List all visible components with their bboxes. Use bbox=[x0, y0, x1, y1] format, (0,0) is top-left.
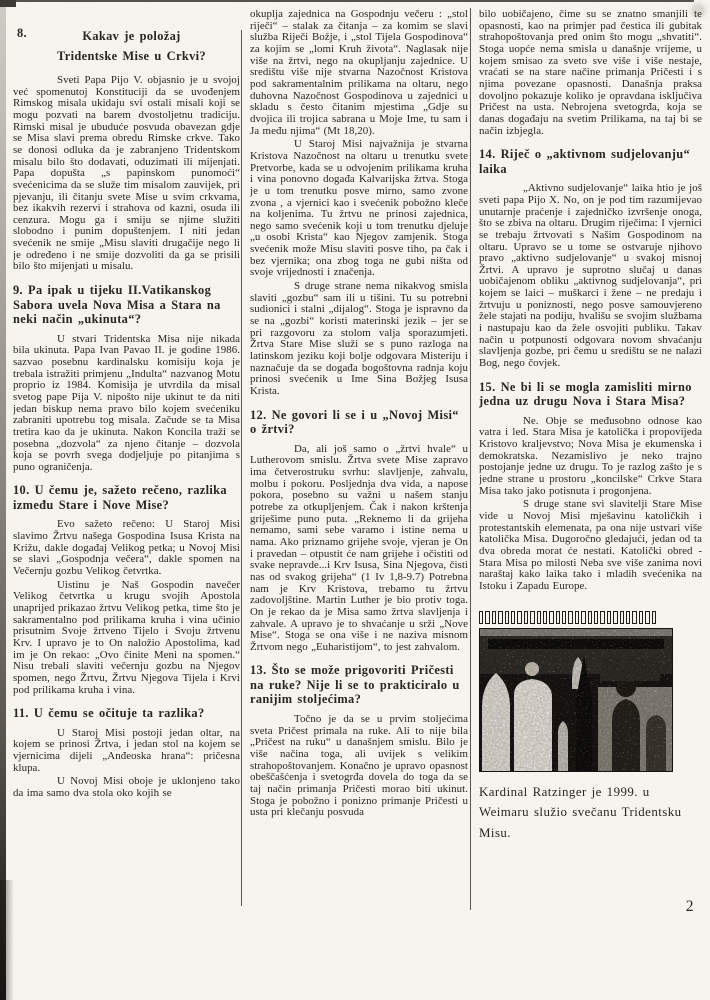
text-column-1 bbox=[13, 26, 240, 992]
paragraph: Ne. Obje se međusobno odnose kao vatra i led. Stara Misa je katolička i propovijeda Kristovo kraljevstvo; Nova Misa je ekumenska i demokratska. Nezamislivo je neko trajno postojanje jedne uz drugu. To je razlog zašto je s jedne strane u prostoru „koncilske“ Crkve Stara Misa tako jako potisnuta i progonjena. bbox=[479, 414, 702, 497]
ornament-cell-icon bbox=[632, 611, 636, 624]
ornament-cell-icon bbox=[626, 611, 630, 624]
paragraph: S druge strane nema nikakvog smisla slaviti „gozbu“ sam ili u tišini. Tu su potrebni sudionici i stalni „dijalog“. Stoga je ispravno da se na „gozbi“ koristi materinski jezik – jer se pri razgovoru za stolom valja sporazumjeti. Žrtva Stare Mise služi se s puno razloga na latinskom jeziku koji bolje odgovara Misteriju i naznačuje da se događa bogoštovna radnja koju prinosi svećenik u Ime Sina Božjeg Isusa Krista. bbox=[250, 280, 468, 397]
paragraph: Sveti Papa Pijo V. objasnio je u svojoj već spomenutoj Konstituciji da se uvođenjem Rimskog misala ukidaju svi ostali misali koji se mogu pozvati na barem dvostoljetnu tradiciju. Rimski misal je ubuduće posvuda obavezan gdje se Misa slavi prema obredu Rimske crkve. Tako se donosi odluka da je zabranjeno Tridentskom misalu bilo što dodavati, oduzimati ili mijenjati. Papa dopušta „s papinskom punomoći“ svećenicima da se služe tim misalom zauvijek, pri pjevanju, ili čitanju svete Mise u svim crkvama, bez ikakvih rezervi i strahova od kazni, osuda ili cenzura. Mogu ga i smiju se njime služiti slobodno i punim dopuštenjem. I niti jedan svećenik ne smije „Misu slaviti drugačije nego li je određeno i ne smije dozvoliti da ga se prisili bilo što mijenjati u misalu. bbox=[13, 73, 240, 273]
photo-caption: Kardinal Ratzinger je 1999. u Weimaru služio svečanu Tridentsku Misu. bbox=[479, 784, 682, 840]
question-heading: 12. Ne govori li se i u „Novoj Misi“ o žrtvi? bbox=[250, 407, 459, 437]
heading-line: Kakav je položaj bbox=[82, 29, 181, 43]
question-heading: 15. Ne bi li se mogla zamisliti mirno jedna uz drugu Nova i Stara Misa? bbox=[479, 379, 692, 409]
question-heading: 10. U čemu je, sažeto rečeno, razlika između Stare i Nove Mise? bbox=[13, 483, 227, 512]
question-heading: 13. Što se može prigovoriti Pričesti na ruke? Nije li se to prakticiralo u ranijim stoljećima? bbox=[250, 663, 460, 707]
paragraph: okuplja zajednica na Gospodnju večeru : „stol riječi“ – stalak za čitanja – za komim se slavi služba Riječi Božje, i „stol Tijela Gospodinova“ za kojim se „lomi Kruh života“. Naglasak nije više na žrtvi, nego na okupljanju zajednice. U središtu više nije stvarna Nazočnost Kristova pod sakramentalnim prilikama na oltaru, nego duhovna Nazočnost Gospodinova u zajednici u skladu s često čitanim mjestima „Gdje su dvojica ili trojica sabrana u Moje Ime, tu sam i Ja među njima“ (Mt 18,20). bbox=[250, 9, 468, 137]
ornament-cell-icon bbox=[498, 611, 502, 624]
ornament-cell-icon bbox=[607, 611, 611, 624]
column-divider-left bbox=[241, 30, 242, 906]
ornament-cell-icon bbox=[575, 611, 579, 624]
ornament-cell-icon bbox=[562, 611, 566, 624]
ornament-cell-icon bbox=[549, 611, 553, 624]
ornament-cell-icon bbox=[639, 611, 643, 624]
ornament-cell-icon bbox=[517, 611, 521, 624]
text-column-3 bbox=[479, 9, 702, 994]
paragraph: Uistinu je Naš Gospodin navečer Velikog četvrtka u krugu svojih Apostola unaprijed prikazao žrtvu Velikog petka, time što je sakramentalno pod prilikama kruha i vina učinio prisutnim Svoje žrtveno Tijelo i Svoju žrtvenu Krv. I upravo je to On naložio Apostolima, kad im je On rekao: „Ovo činite Meni na spomen.“ Nisu trebali slaviti večernju gozbu na Njegov spomen, nego Žrtvu, Žrtvu Njegova Tijela i Krvi pod prilikama kruha i vina. bbox=[13, 578, 240, 696]
question-heading: 11. U čemu se očituje ta razlika? bbox=[13, 706, 205, 721]
tridentine-mass-photo bbox=[479, 628, 673, 772]
question-number: 8. bbox=[17, 26, 27, 40]
ornament-cell-icon bbox=[524, 611, 528, 624]
paragraph: S druge stane svi slavitelji Stare Mise vide u Novoj Misi mješavinu katoličkih i protestantskih elemenata, pa ona nije ustvari više katolička Misa. Dugoročno gledajući, jedan od ta dva obreda morat će nestati. Katolički obred - Stara Misa po milosti Neba sve više zanima novi naraštaj kako laika tako i mladih svećenika na Istoku i Zapadu Europe. bbox=[479, 498, 702, 592]
paragraph: U Novoj Misi oboje je uklonjeno tako da ima samo dva stola oko kojih se bbox=[13, 775, 240, 800]
paragraph: Točno je da se u prvim stoljećima sveta Pričest primala na ruke. Ali to nije bila „Pričest na ruku“ u današnjem smislu. Bilo je više načina toga, ali uvijek s velikim strahopoštovanjem. Konačno je upravo opasnost obeščašćenja i svetogrđa dovela do toga da se taj način primanja Pričesti morao biti ukinut. Stoga je pobožno i ponizno primanje Pričesti u usta pri klečanju posvuda bbox=[250, 712, 468, 819]
ornament-cell-icon bbox=[492, 611, 496, 624]
ornament-cell-icon bbox=[600, 611, 604, 624]
page-number: 2 bbox=[685, 898, 694, 915]
scan-corner-mark bbox=[0, 0, 16, 7]
ornament-cell-icon bbox=[594, 611, 598, 624]
ornament-cell-icon bbox=[505, 611, 509, 624]
ornament-cell-icon bbox=[581, 611, 585, 624]
paragraph: „Aktivno sudjelovanje“ laika htio je još sveti papa Pijo X. No, on je pod tim razumijevao unutarnje praćenje i zajedničko izvršenje onoga, što se zbiva na oltaru. Drugim riječima: I vjernici se trebaju žrtvovati s Našim Gospodinom na oltaru. Upravo se u tome se ostvaruje njihovo pravo „aktivno sudjelovanje“ u svakoj misnoj Žrtvi. A upravo je suprotno slučaj u danas uobičajenom obliku „aktivnog sudjelovanja“, pri kojem se laici – muškarci i žene – ne predaju i žrtvuju u poniznosti, nego posve samouvjereno žele stajati na podiju, hvališu se svojim službama i nastupaju kao da žele osvojiti publiku. Takav način u potpunosti odgovara novom shvaćanju slavljenja gozbe, pri čemu u središtu se ne nalazi Bog, nego čovjek. bbox=[479, 182, 702, 370]
ornament-cell-icon bbox=[620, 611, 624, 624]
question-heading: 14. Riječ o „aktivnom sudjelovanju“ laika bbox=[479, 147, 691, 176]
paragraph: Da, ali još samo o „žrtvi hvale“ u Lutherovom smislu. Žrtva svete Mise zapravo ima četverostruku svrhu: slavljenje, zahvalu, molbu i pokoru. Posljednja dva vida, a napose pokora, posebno su važni u našem stanju potrebe za otkupljenjem. Čak i nakon krštenja griješime puno puta. „Reknemo li da grijeha nemamo, sami sebe varamo i istine nema u nama. Ako priznamo grijehe svoje, vjeran je On i pravedan – otpustit će nam grijehe i očistiti od svake nepravde...i Krv Isusa, Sina Njegova, čisti nas od svakog grijeha“ (1 Iv 1,8-9.7) Potrebna nam je Krv Kristova, trebamo tu žrtvu zadovoljštine. Martin Luther je bio protiv toga. On je rekao da je Misa samo žrtva slavljenja i zahvale. A upravo je to shvaćanje u srži „Nove Mise“. Stoga se ona više i ne naziva misnom Žrtvom nego „Euharistijom“, to jest zahvalom. bbox=[250, 442, 468, 653]
paragraph: Evo sažeto rečeno: U Staroj Misi slavimo Žrtvu našega Gospodina Isusa Krista na Križu, dakle događaj Velikog petka; u Novoj Misi se slavi „Gospodnja večera“, dakle spomen na Večernju gozbu Velikog četvrtka. bbox=[13, 518, 240, 578]
ornament-cell-icon bbox=[479, 611, 483, 624]
question-heading bbox=[13, 26, 240, 67]
ornament-cell-icon bbox=[568, 611, 572, 624]
photo-grain bbox=[480, 629, 672, 771]
ornament-cell-icon bbox=[556, 611, 560, 624]
ornament-cell-icon bbox=[613, 611, 617, 624]
text-column-2 bbox=[250, 9, 468, 994]
paragraph: U stvari Tridentska Misa nije nikada bila ukinuta. Papa Ivan Pavao II. je godine 1986. sazvao posebnu kardinalsku komisiju koja je trebala istražiti primjenu „Indulta“ nazvanog Motu proprio iz 1984. Komisija je utvrdila da misal svetog pape Pija V. nipošto nije ukinut te da niti jedan biskup nema pravo bilo kojem svećeniku zabraniti upotrebu tog misala. Začude se ta Misa tretira kao da je ukinuta. Nakon Koncila traži se posebna „dozvola“ za njeno čitanje – dozvola koja se povrh svega dodjeljuje po pitanjima s puno ograničenja. bbox=[13, 332, 240, 473]
ornament-cell-icon bbox=[652, 611, 656, 624]
heading-line: Tridentske Mise u Crkvi? bbox=[57, 49, 206, 64]
ornament-cell-icon bbox=[537, 611, 541, 624]
ornament-cell-icon bbox=[645, 611, 649, 624]
paragraph: bilo uobičajeno, čime su se znatno smanjili te opasnosti, kao na primjer pad čestica ili gubitak strahopoštovanja pred onim što mogu „shvatiti“. Stoga uopće nema smisla u današnje vrijeme, u kojem smisao za sveto sve više i više nestaje, vraćati se na stare načine primanja Pričesti i s njima povezane opasnosti. Današnja praksa dovoljno pokazuje koliko je opravdana isključiva Pričest na usta. Nebrojena svetogrđa, koja se danas događaju na svetim Prilikama, na taj bi se način izbjegla. bbox=[479, 9, 702, 137]
question-heading: 9. Pa ipak u tijeku II.Vatikanskog Sabora uvela Nova Misa a Stara na neki način „ukinuta“? bbox=[13, 283, 221, 327]
ornament-cell-icon bbox=[511, 611, 515, 624]
ornament-cell-icon bbox=[588, 611, 592, 624]
ornament-band bbox=[479, 611, 702, 624]
ornament-cell-icon bbox=[530, 611, 534, 624]
column-divider-right bbox=[470, 8, 471, 910]
scan-edge-line-top bbox=[0, 0, 694, 2]
scan-edge-shadow-bottom bbox=[0, 880, 14, 1000]
ornament-cell-icon bbox=[543, 611, 547, 624]
ornament-cell-icon bbox=[485, 611, 489, 624]
scan-edge-shadow-left bbox=[0, 0, 6, 1000]
paragraph: U Staroj Misi postoji jedan oltar, na kojem se prinosi Žrtva, i jedan stol na kojem se vjernicima dijeli „Anđeoska hrana“: pričesna klupa. bbox=[13, 726, 240, 774]
paragraph: U Staroj Misi najvažnija je stvarna Kristova Nazočnost na oltaru u trenutku svete Pretvorbe, kada se u odvojenim prilikama kruha i vina ponovno događa Kalvarijska žrtva. Stoga je u tom trenutku posve mirno, samo zvone zvona , a vjernici kao i svećenik pobožno kleče na koljenima. Tu žrtvu ne prinosi zajednica, nego samo svećenik koji u tom trenutku djeluje „u osobi Krista“ kao Njegov zamjenik. Stoga svećenik može Misu slaviti posve tiho, pa čak i bez vjernika; ona zbog toga ne gubi ništa od svoje vrijednosti i značenja. bbox=[250, 138, 468, 279]
